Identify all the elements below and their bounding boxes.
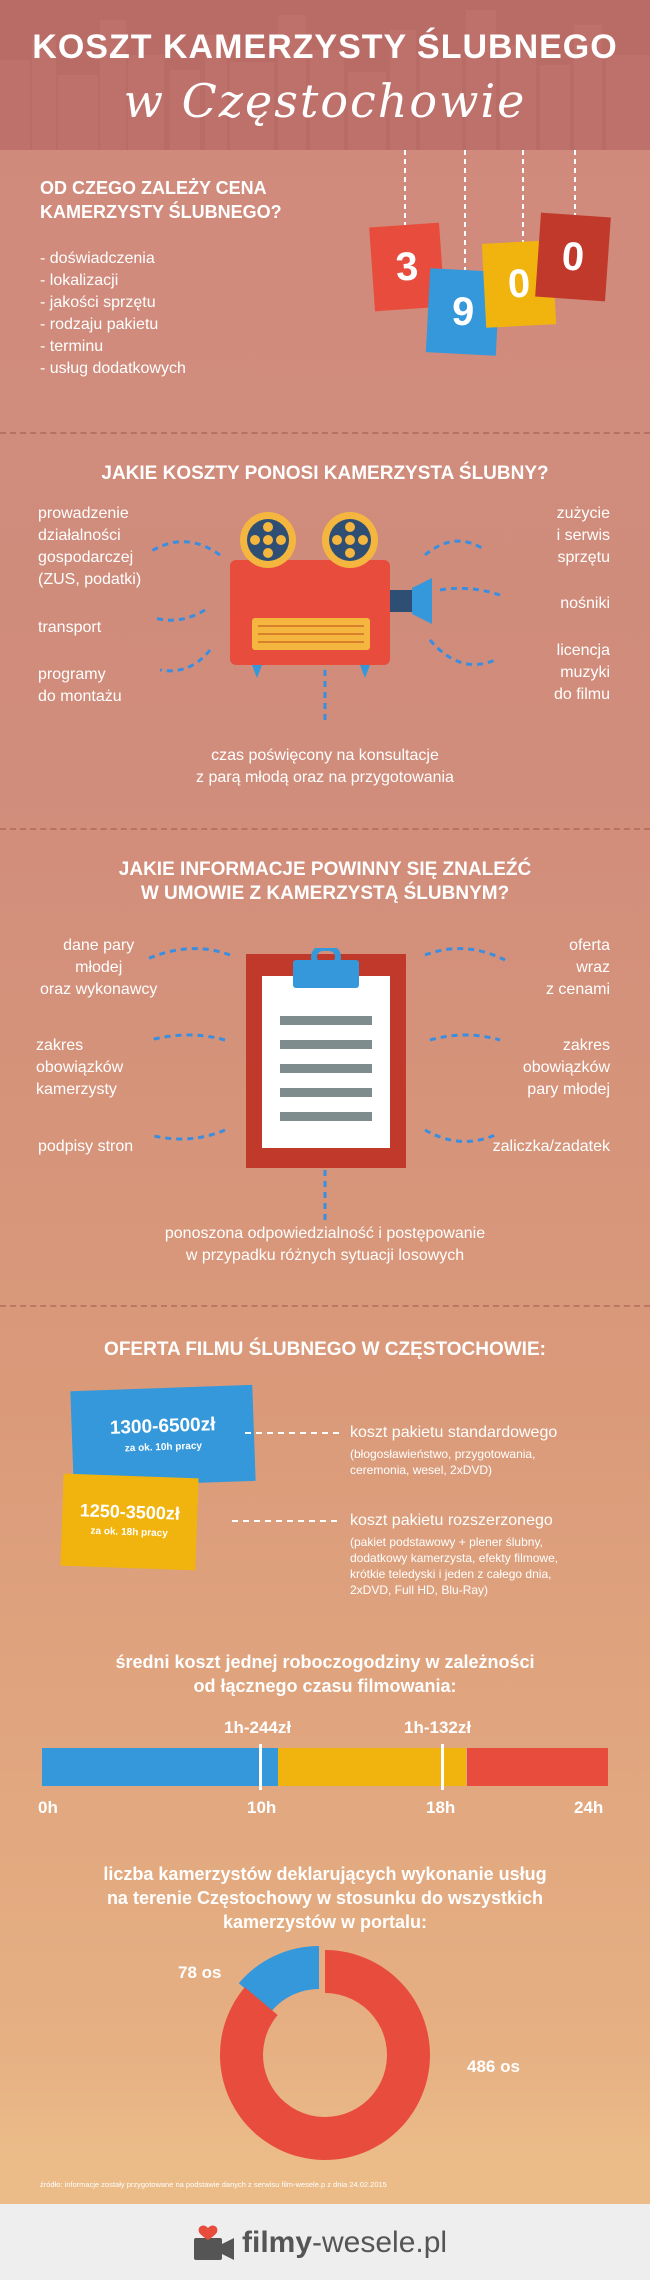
contract-item-couple-duties: zakres obowiązków pary młodej	[522, 1037, 610, 1098]
logo-icon	[192, 2224, 236, 2264]
factor-item: - lokalizacji	[40, 272, 119, 289]
timeline-segment-10-18h	[278, 1748, 467, 1786]
cost-item-transport: transport	[38, 619, 102, 636]
price-digit: 3	[394, 243, 420, 290]
contract-heading-line1: JAKIE INFORMACJE POWINNY SIĘ ZNALEŹĆ	[118, 859, 532, 880]
contract-item-deposit: zaliczka/zadatek	[492, 1138, 610, 1155]
slice-label-78: 78 os	[178, 1963, 222, 1982]
timeline-separator	[259, 1744, 262, 1790]
logo-text-rest: -wesele.pl	[312, 2226, 448, 2259]
price-factors-heading-line2: KAMERZYSTY ŚLUBNEGO?	[40, 202, 282, 222]
section-divider	[0, 1305, 650, 1307]
price-tag-digit-4	[535, 213, 611, 302]
section-divider	[0, 828, 650, 830]
contract-item-parties: dane pary młodej oraz wykonawcy	[40, 937, 158, 998]
share-heading-line1: liczba kamerzystów deklarujących wykonanie usług	[103, 1864, 547, 1884]
hourly-heading-line2: od łącznego czasu filmowania:	[193, 1676, 457, 1696]
logo-text-bold: filmy	[242, 2226, 313, 2259]
tick-18h: 18h	[426, 1798, 456, 1817]
cost-item-business: prowadzenie działalności gospodarczej (ZUS, podatki)	[38, 505, 142, 588]
extended-package-details: (pakiet podstawowy + plener ślubny, dodatkowy kamerzysta, efekty filmowe, krótkie teledyski i jeden z całego dnia, 2xDVD, Full HD, Blu-Ray)	[350, 1535, 559, 1597]
tick-24h: 24h	[574, 1798, 604, 1817]
cost-item-software: programy do montażu	[38, 666, 122, 705]
tick-10h: 10h	[247, 1798, 277, 1817]
consultations-line1: czas poświęcony na konsultacje	[211, 747, 439, 764]
standard-package-price: 1300-6500zł	[109, 1414, 216, 1439]
contract-heading	[0, 858, 650, 906]
source-note: źródło: informacje zostały przygotowane na podstawie danych z serwisu film-wesele.p z dnia 24.02.2015	[40, 2180, 387, 2189]
timeline-separator	[441, 1744, 444, 1790]
timeline-segment-18-24h	[467, 1748, 609, 1786]
price-factors-heading-line1: OD CZEGO ZALEŻY CENA	[40, 178, 267, 198]
header-banner	[0, 0, 650, 150]
share-heading	[0, 1862, 650, 1934]
page-subtitle: w Częstochowie	[123, 74, 527, 128]
tick-0h: 0h	[38, 1798, 58, 1817]
price-digit: 0	[506, 260, 532, 307]
share-heading-line3: kamerzystów w portalu:	[222, 1912, 428, 1932]
timeline-segment-0-10h	[42, 1748, 278, 1786]
liability-line2: w przypadku różnych sytuacji losowych	[185, 1247, 465, 1264]
factor-item: - usług dodatkowych	[40, 360, 186, 377]
rate-label-up-to-10h: 1h-244zł	[224, 1718, 292, 1737]
price-digit: 9	[450, 288, 476, 335]
slice-label-486: 486 os	[467, 2057, 520, 2076]
cost-item-consultations	[0, 745, 650, 789]
extended-package-price: 1250-3500zł	[79, 1500, 181, 1524]
standard-package-details: (błogosławieństwo, przygotowania, ceremonia, wesel, 2xDVD)	[350, 1447, 536, 1477]
section-divider	[0, 432, 650, 434]
factor-item: - terminu	[40, 338, 104, 355]
price-factors-list	[40, 248, 186, 380]
consultations-line2: z parą młodą oraz na przygotowania	[196, 769, 454, 786]
logo-text[interactable]	[242, 2226, 447, 2260]
contract-item-videographer-duties: zakres obowiązków kamerzysty	[36, 1037, 124, 1098]
hourly-heading	[0, 1650, 650, 1698]
cost-arrows	[0, 500, 650, 740]
price-factors-heading	[40, 176, 282, 224]
costs-heading: JAKIE KOSZTY PONOSI KAMERZYSTA ŚLUBNY?	[101, 463, 549, 484]
standard-package-hours: za ok. 10h pracy	[124, 1440, 203, 1455]
offer-heading: OFERTA FILMU ŚLUBNEGO W CZĘSTOCHOWIE:	[104, 1339, 546, 1360]
cost-item-music-license: licencja muzyki do filmu	[553, 642, 610, 703]
standard-package-label: koszt pakietu standardowego	[350, 1424, 558, 1441]
contract-arrows	[0, 930, 650, 1230]
extended-package-hours: za ok. 18h pracy	[90, 1525, 168, 1540]
cost-item-equipment: zużycie i serwis sprzętu	[556, 505, 610, 566]
factor-item: - rodzaju pakietu	[40, 316, 159, 333]
share-heading-line2: na terenie Częstochowy w stosunku do wszystkich	[106, 1888, 544, 1908]
price-digit: 0	[560, 233, 586, 280]
footer	[0, 2204, 650, 2280]
share-donut-chart	[215, 1945, 435, 2165]
hourly-heading-line1: średni koszt jednej roboczogodziny w zależności	[115, 1652, 535, 1672]
contract-heading-line2: W UMOWIE Z KAMERZYSTĄ ŚLUBNYM?	[140, 883, 510, 904]
contract-item-offer: oferta wraz z cenami	[545, 937, 610, 998]
factor-item: - doświadczenia	[40, 250, 155, 267]
contract-item-signatures: podpisy stron	[38, 1138, 134, 1155]
page-title: KOSZT KAMERZYSTY ŚLUBNEGO	[32, 28, 618, 66]
cost-item-media: nośniki	[560, 595, 610, 612]
extended-package-label: koszt pakietu rozszerzonego	[350, 1512, 553, 1529]
rate-label-up-to-18h: 1h-132zł	[404, 1718, 472, 1737]
factor-item: - jakości sprzętu	[40, 294, 156, 311]
liability-line1: ponoszona odpowiedzialność i postępowanie	[164, 1225, 486, 1242]
